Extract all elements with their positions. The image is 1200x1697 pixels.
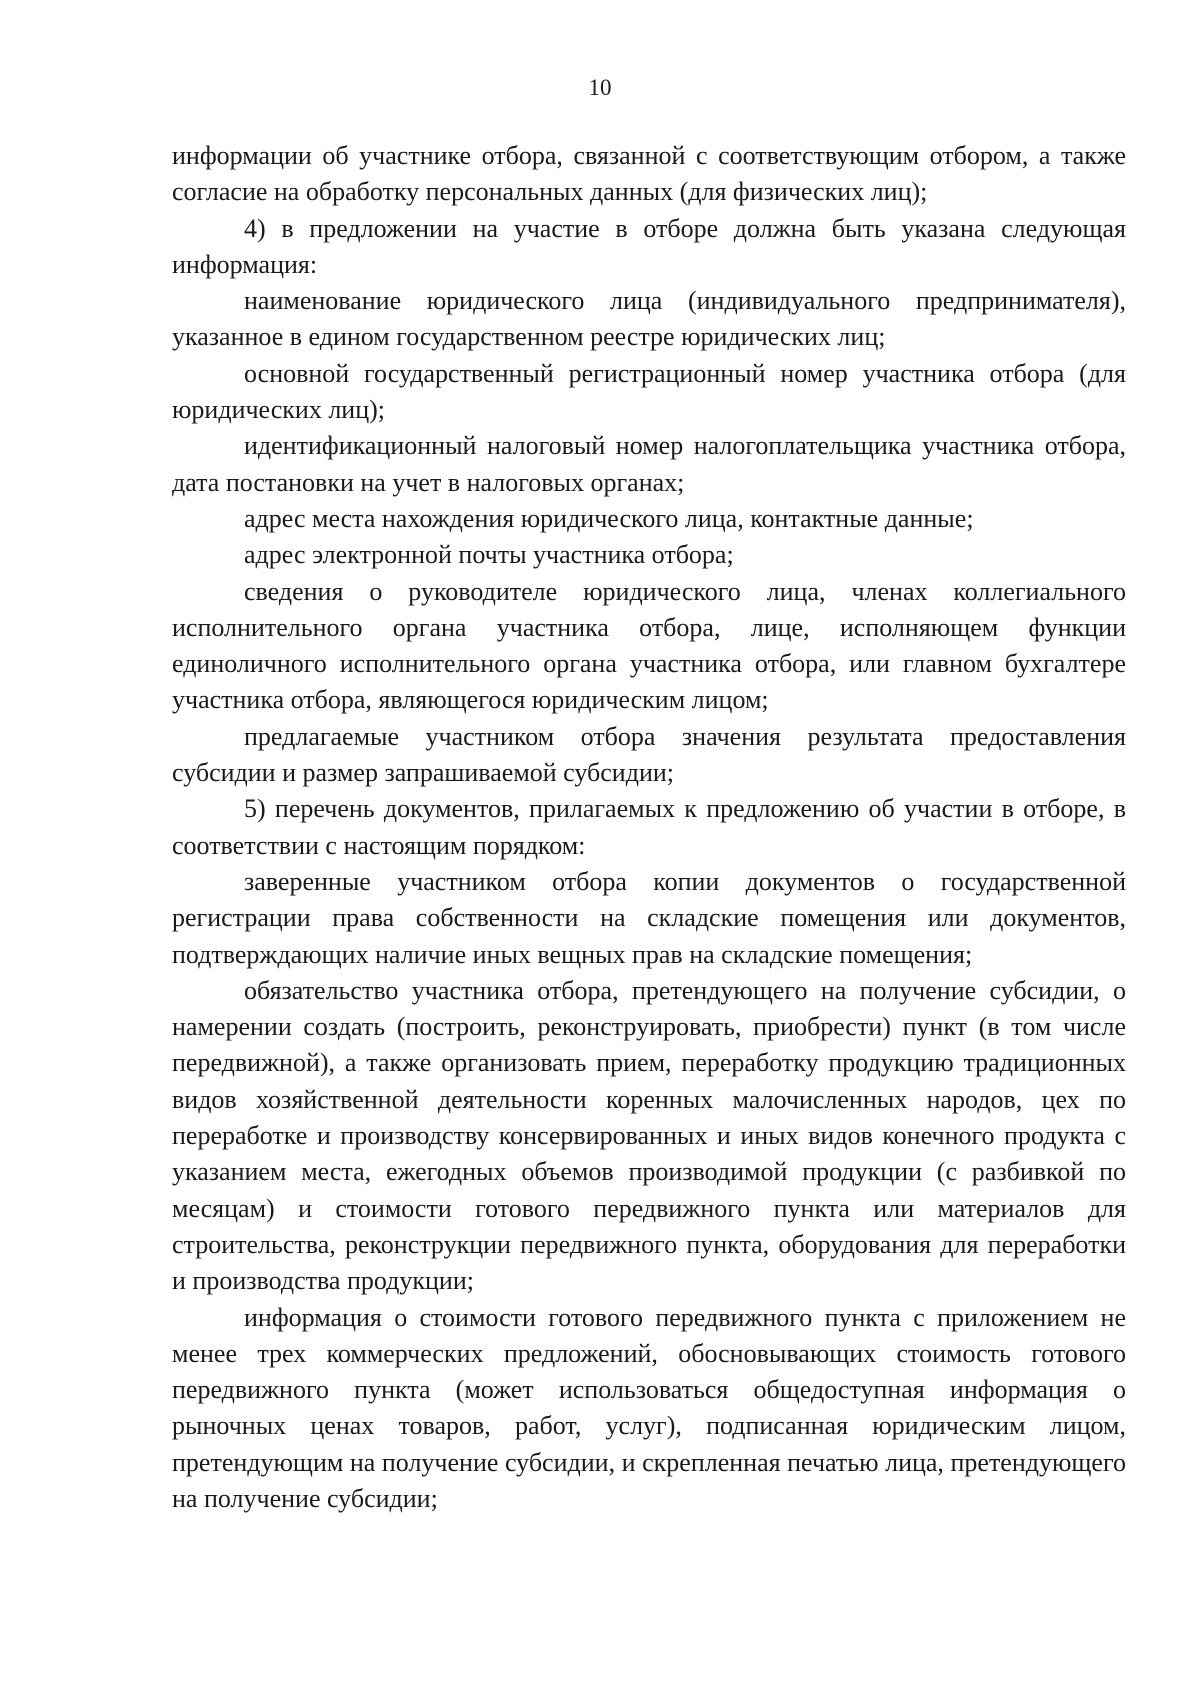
paragraph-item-4: 4) в предложении на участие в отборе должна быть указана следующая информация:: [172, 213, 1126, 279]
paragraph-continuation: информации об участнике отбора, связанной с соответствующим отбором, а также согласие на обработку персональных данных (для физических лиц);: [172, 141, 1126, 207]
paragraph-ogrn: основной государственный регистрационный номер участника отбора (для юридических лиц);: [172, 358, 1126, 425]
paragraph-obligation: обязательство участника отбора, претендующего на получение субсидии, о намерении создать (построить, реконструировать, приобрести) пункт (в том числе передвижной), а также организовать прием, переработку продукцию традиционных видов хозяйственной деятельности коренных малочисленных народов, цех по переработке и производству консервированных и иных видов конечного продукта с указанием места, ежегодных объемов производимой продукции (с разбивкой по месяцам) и стоимости готового передвижного пункта или материалов для строительства, реконструкции передвижного пункта, оборудования для переработки и производства продукции;: [172, 975, 1126, 1296]
page-number: 10: [588, 75, 612, 100]
paragraph-address: адрес места нахождения юридического лица, контактные данные;: [244, 503, 974, 533]
paragraph-email: адрес электронной почты участника отбора;: [244, 540, 734, 570]
paragraph-inn: идентификационный налоговый номер налогоплательщика участника отбора, дата постановки на учет в налоговых органах;: [172, 431, 1126, 497]
paragraph-item-5: 5) перечень документов, прилагаемых к предложению об участии в отборе, в соответствии с настоящим порядком:: [172, 794, 1126, 860]
paragraph-proposed-result: предлагаемые участником отбора значения результата предоставления субсидии и размер запрашиваемой субсидии;: [172, 721, 1126, 788]
paragraph-entity-name: наименование юридического лица (индивидуального предпринимателя), указанное в едином государственном реестре юридических лиц;: [172, 286, 1126, 352]
document-body: [172, 138, 1126, 1517]
paragraph-ownership-documents: заверенные участником отбора копии документов о государственной регистрации права собственности на складские помещения или документов, подтверждающих наличие иных вещных прав на складские помещения;: [172, 866, 1126, 969]
paragraph-management-info: сведения о руководителе юридического лица, членах коллегиального исполнительного органа участника отбора, лице, исполняющем функции единоличного исполнительного органа участника отбора, или главном бухгалтере участника отбора, являющегося юридическим лицом;: [172, 576, 1126, 715]
paragraph-cost-information: информация о стоимости готового передвижного пункта с приложением не менее трех коммерческих предложений, обосновывающих стоимость готового передвижного пункта (может использоваться общедоступная информация о рыночных ценах товаров, работ, услуг), подписанная юридическим лицом, претендующим на получение субсидии, и скрепленная печатью лица, претендующего на получение субсидии;: [172, 1302, 1126, 1513]
